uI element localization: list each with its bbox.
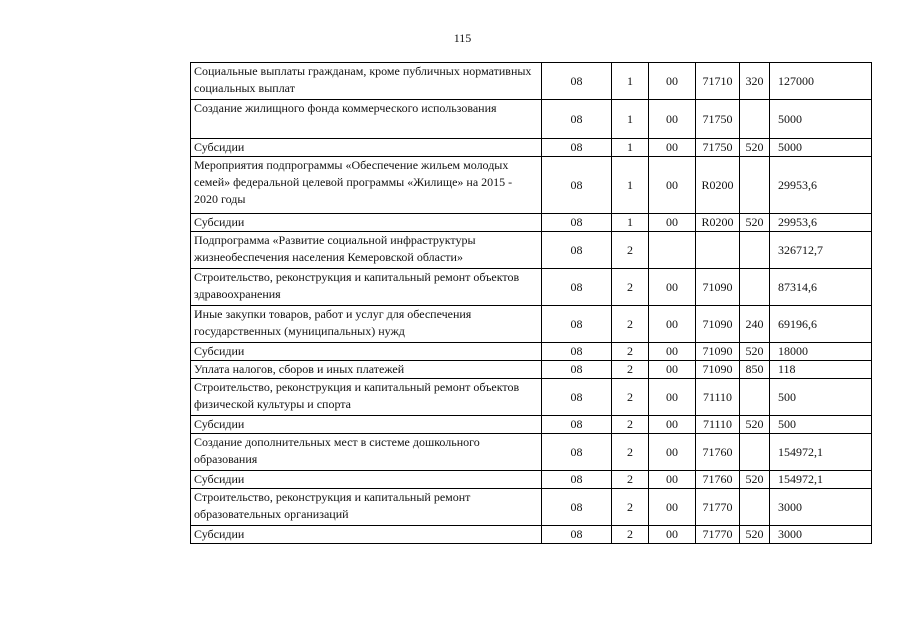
subprogram-code: 00 bbox=[649, 471, 696, 489]
row-name: Субсидии bbox=[191, 139, 542, 157]
amount: 3000 bbox=[770, 526, 872, 544]
target-article-code: 71760 bbox=[696, 471, 740, 489]
subsection-code: 2 bbox=[612, 361, 649, 379]
expense-type-code: 520 bbox=[740, 471, 770, 489]
subsection-code: 2 bbox=[612, 306, 649, 343]
table-row bbox=[191, 139, 872, 157]
target-article-code: 71750 bbox=[696, 139, 740, 157]
section-code: 08 bbox=[542, 434, 612, 471]
target-article-code: 71710 bbox=[696, 63, 740, 100]
subprogram-code: 00 bbox=[649, 489, 696, 526]
table-row bbox=[191, 471, 872, 489]
amount: 154972,1 bbox=[770, 471, 872, 489]
subprogram-code: 00 bbox=[649, 379, 696, 416]
table-row bbox=[191, 214, 872, 232]
target-article-code: R0200 bbox=[696, 214, 740, 232]
row-name: Социальные выплаты гражданам, кроме публичных нормативных социальных выплат bbox=[191, 63, 542, 100]
subsection-code: 2 bbox=[612, 416, 649, 434]
amount: 500 bbox=[770, 416, 872, 434]
expense-type-code: 520 bbox=[740, 139, 770, 157]
page-number: 115 bbox=[453, 31, 472, 45]
subsection-code: 1 bbox=[612, 214, 649, 232]
target-article-code: 71090 bbox=[696, 361, 740, 379]
row-name: Создание дополнительных мест в системе дошкольного образования bbox=[191, 434, 542, 471]
subsection-code: 2 bbox=[612, 269, 649, 306]
table-row bbox=[191, 157, 872, 214]
subprogram-code: 00 bbox=[649, 434, 696, 471]
subprogram-code: 00 bbox=[649, 269, 696, 306]
section-code: 08 bbox=[542, 361, 612, 379]
subprogram-code: 00 bbox=[649, 343, 696, 361]
target-article-code: 71090 bbox=[696, 269, 740, 306]
row-name: Строительство, реконструкция и капитальный ремонт объектов здравоохранения bbox=[191, 269, 542, 306]
row-name: Иные закупки товаров, работ и услуг для обеспечения государственных (муниципальных) нужд bbox=[191, 306, 542, 343]
budget-table bbox=[190, 62, 872, 544]
subprogram-code: 00 bbox=[649, 306, 696, 343]
target-article-code: 71750 bbox=[696, 100, 740, 139]
target-article-code: 71770 bbox=[696, 526, 740, 544]
row-name: Создание жилищного фонда коммерческого использования bbox=[191, 100, 542, 139]
subsection-code: 2 bbox=[612, 379, 649, 416]
amount: 5000 bbox=[770, 139, 872, 157]
target-article-code: 71090 bbox=[696, 343, 740, 361]
subprogram-code: 00 bbox=[649, 526, 696, 544]
target-article-code: 71110 bbox=[696, 416, 740, 434]
section-code: 08 bbox=[542, 214, 612, 232]
amount: 118 bbox=[770, 361, 872, 379]
expense-type-code: 520 bbox=[740, 343, 770, 361]
expense-type-code: 850 bbox=[740, 361, 770, 379]
target-article-code: 71760 bbox=[696, 434, 740, 471]
row-name: Строительство, реконструкция и капитальный ремонт образовательных организаций bbox=[191, 489, 542, 526]
expense-type-code bbox=[740, 157, 770, 214]
amount: 29953,6 bbox=[770, 157, 872, 214]
section-code: 08 bbox=[542, 100, 612, 139]
section-code: 08 bbox=[542, 139, 612, 157]
amount: 69196,6 bbox=[770, 306, 872, 343]
table-row bbox=[191, 379, 872, 416]
target-article-code: 71090 bbox=[696, 306, 740, 343]
section-code: 08 bbox=[542, 526, 612, 544]
amount: 127000 bbox=[770, 63, 872, 100]
amount: 29953,6 bbox=[770, 214, 872, 232]
row-name: Субсидии bbox=[191, 343, 542, 361]
table-row bbox=[191, 63, 872, 100]
amount: 87314,6 bbox=[770, 269, 872, 306]
section-code: 08 bbox=[542, 306, 612, 343]
row-name: Мероприятия подпрограммы «Обеспечение жильем молодых семей» федеральной целевой программы «Жилище» на 2015 - 2020 годы bbox=[191, 157, 542, 214]
amount: 500 bbox=[770, 379, 872, 416]
table-row bbox=[191, 306, 872, 343]
table-row bbox=[191, 434, 872, 471]
subprogram-code: 00 bbox=[649, 157, 696, 214]
section-code: 08 bbox=[542, 269, 612, 306]
section-code: 08 bbox=[542, 232, 612, 269]
row-name: Субсидии bbox=[191, 416, 542, 434]
subsection-code: 2 bbox=[612, 489, 649, 526]
subsection-code: 2 bbox=[612, 526, 649, 544]
expense-type-code bbox=[740, 434, 770, 471]
section-code: 08 bbox=[542, 157, 612, 214]
amount: 5000 bbox=[770, 100, 872, 139]
table-row bbox=[191, 100, 872, 139]
row-name: Субсидии bbox=[191, 214, 542, 232]
section-code: 08 bbox=[542, 489, 612, 526]
expense-type-code bbox=[740, 379, 770, 416]
table-row bbox=[191, 343, 872, 361]
target-article-code: 71110 bbox=[696, 379, 740, 416]
table-row bbox=[191, 361, 872, 379]
table-row bbox=[191, 232, 872, 269]
expense-type-code: 520 bbox=[740, 416, 770, 434]
subsection-code: 2 bbox=[612, 343, 649, 361]
expense-type-code: 520 bbox=[740, 526, 770, 544]
subprogram-code: 00 bbox=[649, 100, 696, 139]
row-name: Подпрограмма «Развитие социальной инфраструктуры жизнеобеспечения населения Кемеровской области» bbox=[191, 232, 542, 269]
expense-type-code bbox=[740, 100, 770, 139]
target-article-code: R0200 bbox=[696, 157, 740, 214]
section-code: 08 bbox=[542, 343, 612, 361]
table-row bbox=[191, 269, 872, 306]
amount: 18000 bbox=[770, 343, 872, 361]
subprogram-code bbox=[649, 232, 696, 269]
subsection-code: 1 bbox=[612, 100, 649, 139]
subprogram-code: 00 bbox=[649, 139, 696, 157]
row-name: Субсидии bbox=[191, 471, 542, 489]
subsection-code: 1 bbox=[612, 63, 649, 100]
section-code: 08 bbox=[542, 416, 612, 434]
table-row bbox=[191, 489, 872, 526]
subsection-code: 1 bbox=[612, 139, 649, 157]
expense-type-code: 320 bbox=[740, 63, 770, 100]
amount: 326712,7 bbox=[770, 232, 872, 269]
expense-type-code bbox=[740, 269, 770, 306]
subsection-code: 1 bbox=[612, 157, 649, 214]
section-code: 08 bbox=[542, 379, 612, 416]
table-row bbox=[191, 416, 872, 434]
subprogram-code: 00 bbox=[649, 361, 696, 379]
subsection-code: 2 bbox=[612, 471, 649, 489]
amount: 154972,1 bbox=[770, 434, 872, 471]
row-name: Субсидии bbox=[191, 526, 542, 544]
expense-type-code: 240 bbox=[740, 306, 770, 343]
subprogram-code: 00 bbox=[649, 214, 696, 232]
expense-type-code bbox=[740, 489, 770, 526]
expense-type-code: 520 bbox=[740, 214, 770, 232]
subsection-code: 2 bbox=[612, 434, 649, 471]
subsection-code: 2 bbox=[612, 232, 649, 269]
subprogram-code: 00 bbox=[649, 416, 696, 434]
subprogram-code: 00 bbox=[649, 63, 696, 100]
table-row bbox=[191, 526, 872, 544]
section-code: 08 bbox=[542, 471, 612, 489]
row-name: Строительство, реконструкция и капитальный ремонт объектов физической культуры и спорта bbox=[191, 379, 542, 416]
section-code: 08 bbox=[542, 63, 612, 100]
expense-type-code bbox=[740, 232, 770, 269]
row-name: Уплата налогов, сборов и иных платежей bbox=[191, 361, 542, 379]
target-article-code bbox=[696, 232, 740, 269]
amount: 3000 bbox=[770, 489, 872, 526]
target-article-code: 71770 bbox=[696, 489, 740, 526]
